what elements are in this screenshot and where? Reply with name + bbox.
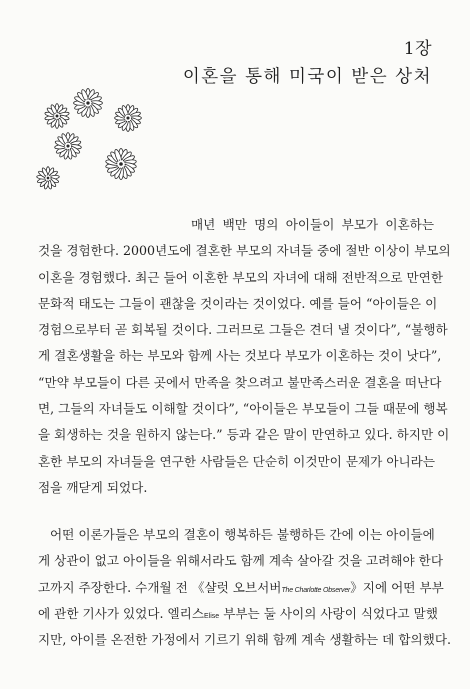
text-line: 문화적 태도는 그들이 괜찮을 것이라는 것이었다. 예를 들어 “아이들은 이 bbox=[38, 295, 438, 311]
paragraph-2 bbox=[38, 522, 452, 653]
text-fragment: 》지에 어떤 부부 bbox=[350, 579, 444, 595]
daisy-flower bbox=[54, 133, 81, 160]
chapter-number: 1장 bbox=[403, 39, 432, 59]
text-line bbox=[38, 575, 444, 601]
chapter-title: 이혼을 통해 미국이 받은 상처 bbox=[182, 67, 432, 87]
daisy-flower bbox=[115, 105, 142, 132]
text-line: 점을 깨닫게 되었다. bbox=[38, 479, 148, 495]
english-gloss: The Charlotte Observer bbox=[281, 586, 351, 594]
text-line bbox=[38, 601, 438, 627]
text-line: 경험으로부터 곧 회복될 것이다. 그러므로 그들은 견더 낼 것이다”, “불행하 bbox=[38, 322, 448, 338]
text-fragment: 에 관한 기사가 있었다. 엘리스 bbox=[38, 605, 205, 621]
text-line: 것을 경험한다. 2000년도에 결혼한 부모의 자녀들 중에 절반 이상이 부모의 bbox=[38, 243, 451, 259]
daisy-flower bbox=[74, 89, 103, 118]
text-line: 이혼을 경험했다. 최근 들어 이혼한 부모의 자녀에 대해 전반적으로 만연한 bbox=[38, 269, 443, 285]
text-line: 을 회생하는 것을 원하지 않는다.” 등과 같은 말이 만연하고 있다. 하지만 이 bbox=[38, 427, 450, 443]
text-line: 면, 그들의 자녀들도 이해할 것이다”, “아이들은 부모들이 그들 때문에 행복 bbox=[38, 401, 448, 417]
text-line: 지만, 아이를 온전한 가정에서 기르기 위해 함께 계속 생활하는 데 합의했다. bbox=[38, 632, 452, 648]
daisy-flower bbox=[105, 149, 136, 180]
text-fragment: 고까지 주장한다. 수개월 전 《샬럿 오브서버 bbox=[38, 579, 282, 595]
text-line: 매년 백만 명의 아이들이 부모가 이혼하는 bbox=[191, 217, 434, 232]
english-gloss: Elise bbox=[204, 612, 220, 620]
text-line: “만약 부모들이 다른 곳에서 만족을 찾으려고 불만족스러운 결혼을 떠난다 bbox=[38, 374, 442, 390]
daisy-flowers-illustration bbox=[36, 86, 156, 196]
paragraph-1 bbox=[38, 212, 451, 501]
text-fragment: 부부는 둘 사이의 사랑이 식었다고 말했 bbox=[219, 605, 438, 621]
daisy-flower bbox=[37, 167, 60, 190]
text-line: 게 결혼생활을 하는 부모와 함께 사는 것보다 부모가 이혼하는 것이 낫다”, bbox=[38, 348, 442, 364]
text-line: 게 상관이 없고 아이들을 위해서라도 함께 계속 살아갈 것을 고려해야 한다 bbox=[38, 553, 443, 569]
text-line: 혼한 부모의 자녀들을 연구한 사람들은 단순히 이것만이 문제가 아니라는 bbox=[38, 453, 435, 469]
daisy-flower bbox=[45, 104, 70, 129]
text-line: 어떤 이론가들은 부모의 결혼이 행복하든 불행하든 간에 이는 아이들에 bbox=[50, 527, 435, 542]
